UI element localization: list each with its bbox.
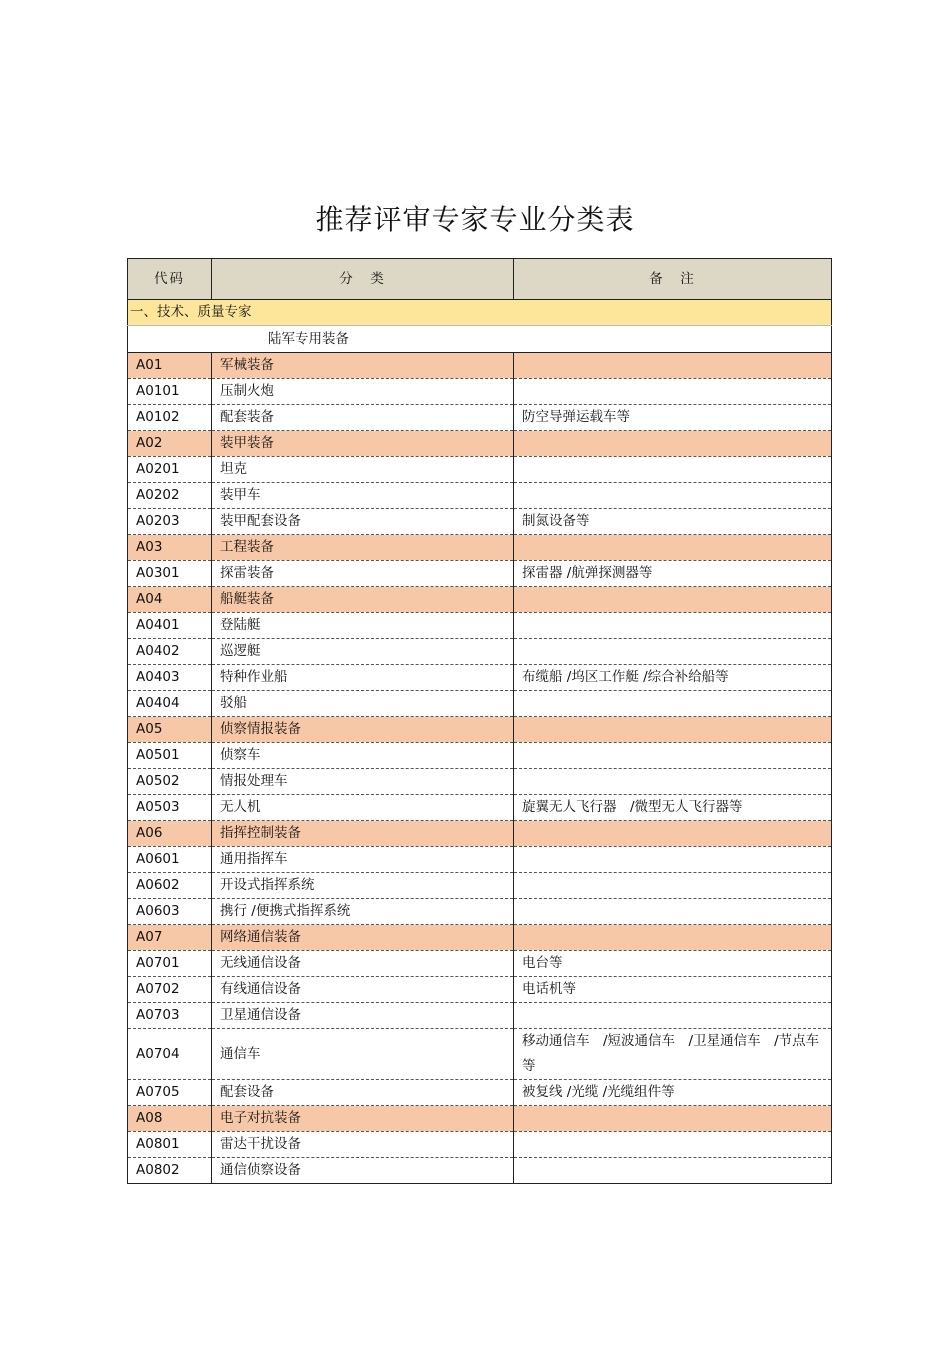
table-row — [128, 873, 832, 899]
cell-category: 电子对抗装备 — [212, 1106, 514, 1132]
classification-table — [127, 258, 832, 1184]
cell-code: A07 — [128, 925, 212, 951]
table-row — [128, 847, 832, 873]
cell-code: A0503 — [128, 795, 212, 821]
cell-code: A0802 — [128, 1158, 212, 1184]
subsection-row — [128, 326, 832, 353]
cell-note — [514, 457, 832, 483]
cell-note: 旋翼无人飞行器 /微型无人飞行器等 — [514, 795, 832, 821]
cell-code: A0701 — [128, 951, 212, 977]
cell-category: 特种作业船 — [212, 665, 514, 691]
cell-category: 开设式指挥系统 — [212, 873, 514, 899]
table-row — [128, 1029, 832, 1080]
header-code: 代码 — [128, 259, 212, 300]
table-row — [128, 795, 832, 821]
cell-category: 船艇装备 — [212, 587, 514, 613]
cell-note — [514, 431, 832, 457]
cell-category: 装甲配套设备 — [212, 509, 514, 535]
cell-category: 装甲装备 — [212, 431, 514, 457]
cell-category: 登陆艇 — [212, 613, 514, 639]
table-row — [128, 769, 832, 795]
cell-code: A02 — [128, 431, 212, 457]
header-category: 分 类 — [212, 259, 514, 300]
cell-code: A0201 — [128, 457, 212, 483]
cell-category: 探雷装备 — [212, 561, 514, 587]
cell-note — [514, 613, 832, 639]
cell-category: 携行 /便携式指挥系统 — [212, 899, 514, 925]
cell-code: A0403 — [128, 665, 212, 691]
page-title: 推荐评审专家专业分类表 — [315, 203, 635, 236]
group-row — [128, 535, 832, 561]
cell-note: 防空导弹运载车等 — [514, 405, 832, 431]
cell-note: 移动通信车 /短波通信车 /卫星通信车 /节点车等 — [514, 1029, 832, 1080]
cell-category: 压制火炮 — [212, 379, 514, 405]
cell-category: 配套装备 — [212, 405, 514, 431]
table-row — [128, 457, 832, 483]
cell-category: 侦察情报装备 — [212, 717, 514, 743]
cell-category: 配套设备 — [212, 1080, 514, 1106]
cell-note — [514, 1158, 832, 1184]
cell-code: A0703 — [128, 1003, 212, 1029]
cell-note — [514, 925, 832, 951]
table-row — [128, 405, 832, 431]
group-row — [128, 1106, 832, 1132]
table-row — [128, 613, 832, 639]
cell-code: A0102 — [128, 405, 212, 431]
table-header-row — [128, 259, 832, 300]
cell-note — [514, 743, 832, 769]
cell-code: A0301 — [128, 561, 212, 587]
table-row — [128, 691, 832, 717]
group-row — [128, 587, 832, 613]
cell-code: A0704 — [128, 1029, 212, 1080]
cell-code: A0602 — [128, 873, 212, 899]
cell-note — [514, 535, 832, 561]
cell-code: A0705 — [128, 1080, 212, 1106]
group-row — [128, 821, 832, 847]
subsection-label: 陆军专用装备 — [128, 326, 832, 353]
cell-note — [514, 691, 832, 717]
cell-code: A01 — [128, 353, 212, 379]
cell-code: A0202 — [128, 483, 212, 509]
cell-category: 坦克 — [212, 457, 514, 483]
cell-category: 情报处理车 — [212, 769, 514, 795]
table-row — [128, 639, 832, 665]
table-row — [128, 1132, 832, 1158]
cell-category: 侦察车 — [212, 743, 514, 769]
group-row — [128, 925, 832, 951]
cell-note — [514, 769, 832, 795]
cell-code: A0601 — [128, 847, 212, 873]
cell-code: A0801 — [128, 1132, 212, 1158]
table-row — [128, 977, 832, 1003]
cell-category: 装甲车 — [212, 483, 514, 509]
cell-code: A04 — [128, 587, 212, 613]
table-row — [128, 509, 832, 535]
cell-note — [514, 587, 832, 613]
cell-code: A0203 — [128, 509, 212, 535]
cell-category: 驳船 — [212, 691, 514, 717]
cell-category: 通信车 — [212, 1029, 514, 1080]
cell-note: 电话机等 — [514, 977, 832, 1003]
cell-note: 制氮设备等 — [514, 509, 832, 535]
group-row — [128, 717, 832, 743]
table-row — [128, 1003, 832, 1029]
cell-category: 有线通信设备 — [212, 977, 514, 1003]
cell-category: 指挥控制装备 — [212, 821, 514, 847]
cell-note — [514, 1132, 832, 1158]
table-row — [128, 951, 832, 977]
cell-note: 被复线 /光缆 /光缆组件等 — [514, 1080, 832, 1106]
cell-code: A0502 — [128, 769, 212, 795]
table-row — [128, 899, 832, 925]
cell-note: 布缆船 /坞区工作艇 /综合补给船等 — [514, 665, 832, 691]
table-row — [128, 665, 832, 691]
cell-note — [514, 1106, 832, 1132]
cell-note — [514, 639, 832, 665]
cell-code: A06 — [128, 821, 212, 847]
cell-note — [514, 379, 832, 405]
table-row — [128, 379, 832, 405]
group-row — [128, 353, 832, 379]
cell-code: A0401 — [128, 613, 212, 639]
cell-category: 巡逻艇 — [212, 639, 514, 665]
header-note: 备 注 — [514, 259, 832, 300]
cell-code: A0501 — [128, 743, 212, 769]
cell-note — [514, 353, 832, 379]
cell-category: 无人机 — [212, 795, 514, 821]
table-row — [128, 1080, 832, 1106]
cell-code: A03 — [128, 535, 212, 561]
section-label: 一、技术、质量专家 — [128, 300, 832, 326]
cell-category: 雷达干扰设备 — [212, 1132, 514, 1158]
cell-code: A0101 — [128, 379, 212, 405]
cell-note — [514, 847, 832, 873]
cell-category: 通用指挥车 — [212, 847, 514, 873]
cell-note — [514, 1003, 832, 1029]
table-row — [128, 1158, 832, 1184]
cell-category: 军械装备 — [212, 353, 514, 379]
cell-category: 通信侦察设备 — [212, 1158, 514, 1184]
cell-note — [514, 717, 832, 743]
table-row — [128, 743, 832, 769]
cell-note — [514, 821, 832, 847]
cell-code: A0402 — [128, 639, 212, 665]
cell-note — [514, 873, 832, 899]
cell-note: 电台等 — [514, 951, 832, 977]
cell-code: A0702 — [128, 977, 212, 1003]
table-row — [128, 561, 832, 587]
cell-code: A05 — [128, 717, 212, 743]
cell-code: A0404 — [128, 691, 212, 717]
cell-category: 无线通信设备 — [212, 951, 514, 977]
cell-category: 工程装备 — [212, 535, 514, 561]
section-row — [128, 300, 832, 326]
group-row — [128, 431, 832, 457]
cell-category: 网络通信装备 — [212, 925, 514, 951]
cell-category: 卫星通信设备 — [212, 1003, 514, 1029]
table-row — [128, 483, 832, 509]
cell-note: 探雷器 /航弹探测器等 — [514, 561, 832, 587]
cell-note — [514, 483, 832, 509]
cell-code: A0603 — [128, 899, 212, 925]
cell-note — [514, 899, 832, 925]
cell-code: A08 — [128, 1106, 212, 1132]
